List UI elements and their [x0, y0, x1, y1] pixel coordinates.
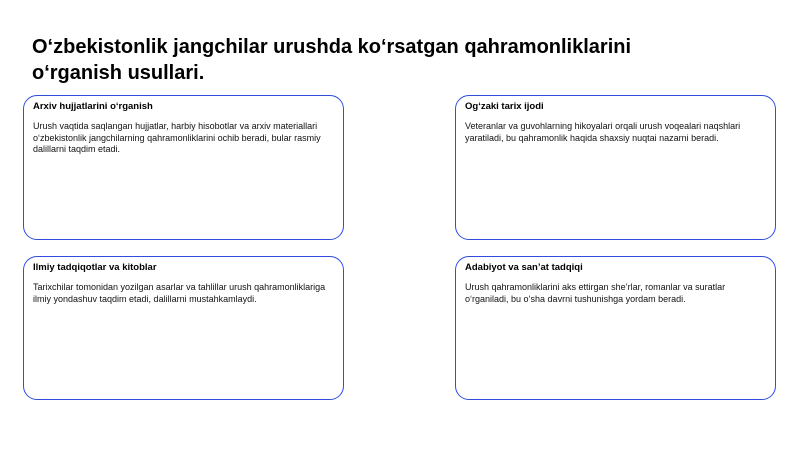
card-scientific-research [23, 256, 344, 400]
card-body: Veteranlar va guvohlarning hikoyalari orqali urush voqealari naqshlari yaratiladi, bu qahramonlik haqida shaxsiy nuqtai nazarni beradi. [465, 121, 741, 143]
slide-title: O‘zbekistonlik jangchilar urushda ko‘rsatgan qahramonliklarini o‘rganish usullari. [32, 36, 632, 84]
card-body: Tarixchilar tomonidan yozilgan asarlar va tahlillar urush qahramonliklariga ilmiy yondashuv taqdim etadi, dalillarni mustahkamlaydi. [33, 282, 326, 304]
card-title: Arxiv hujjatlarini o‘rganish [33, 101, 153, 112]
card-body: Urush qahramonliklarini aks ettirgan she’rlar, romanlar va suratlar o‘rganiladi, bu o‘sha davrni tushunishga yordam beradi. [465, 282, 726, 304]
card-title: Adabiyot va san’at tadqiqi [465, 262, 583, 273]
card-oral-history [455, 95, 776, 240]
card-title: Og‘zaki tarix ijodi [465, 101, 544, 112]
card-title: Ilmiy tadqiqotlar va kitoblar [33, 262, 157, 273]
card-archive-documents [23, 95, 344, 240]
card-body: Urush vaqtida saqlangan hujjatlar, harbiy hisobotlar va arxiv materiallari o‘zbekistonlik jangchilarning qahramonliklarini ochib beradi, bular rasmiy dalillarni taqdim etadi. [33, 121, 321, 155]
card-literature-art [455, 256, 776, 400]
